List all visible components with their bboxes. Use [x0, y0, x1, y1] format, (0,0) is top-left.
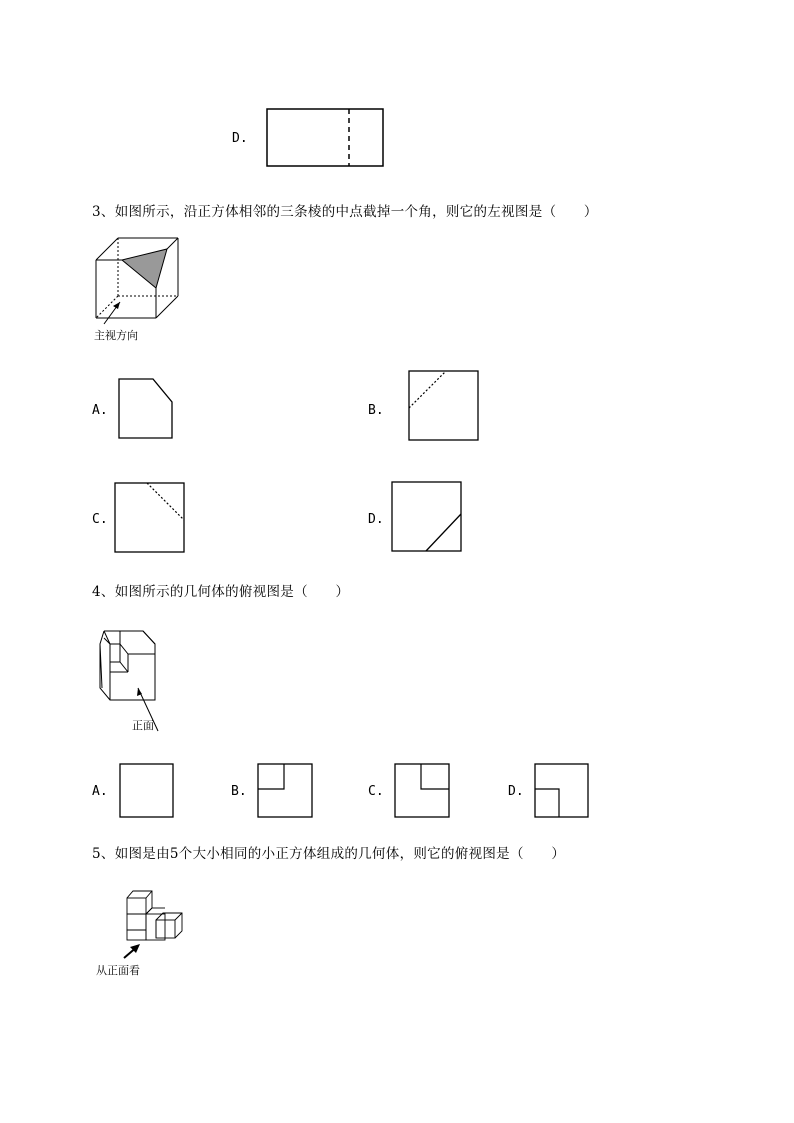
q3-option-c-label: C.: [92, 512, 108, 527]
q4-option-d-label: D.: [508, 784, 524, 799]
q4-option-a-label: A.: [92, 784, 108, 799]
q3-question-text: 3、如图所示，沿正方体相邻的三条棱的中点截掉一个角，则它的左视图是（ ）: [92, 204, 598, 220]
q3-option-b-label: B.: [368, 403, 384, 418]
q4-option-d-figure: [534, 763, 590, 819]
q3-option-d-figure: [391, 481, 463, 553]
q5-cubes-figure: [108, 886, 192, 958]
q3-option-a-figure: [118, 378, 174, 440]
q3-figure-label: 主视方向: [94, 329, 138, 342]
q5-figure-label: 从正面看: [96, 964, 140, 977]
q4-figure-label: 正面: [132, 719, 154, 732]
q4-option-b-label: B.: [231, 784, 247, 799]
q3-option-d-label: D.: [368, 512, 384, 527]
q4-option-b-figure: [257, 763, 314, 819]
q4-option-a-figure: [119, 763, 175, 819]
q2-option-d-figure: [266, 108, 384, 168]
q2-option-d-label: D.: [232, 131, 248, 146]
q4-option-c-figure: [394, 763, 451, 819]
q5-question-text: 5、如图是由5个大小相同的小正方体组成的几何体，则它的俯视图是（ ）: [92, 846, 566, 862]
q3-option-a-label: A.: [92, 403, 108, 418]
q4-solid-figure: [96, 630, 166, 734]
q4-option-c-label: C.: [368, 784, 384, 799]
q3-option-b-figure: [408, 370, 480, 442]
q3-cube-figure: [92, 236, 182, 322]
q4-question-text: 4、如图所示的几何体的俯视图是（ ）: [92, 584, 350, 600]
q3-option-c-figure: [114, 482, 186, 554]
